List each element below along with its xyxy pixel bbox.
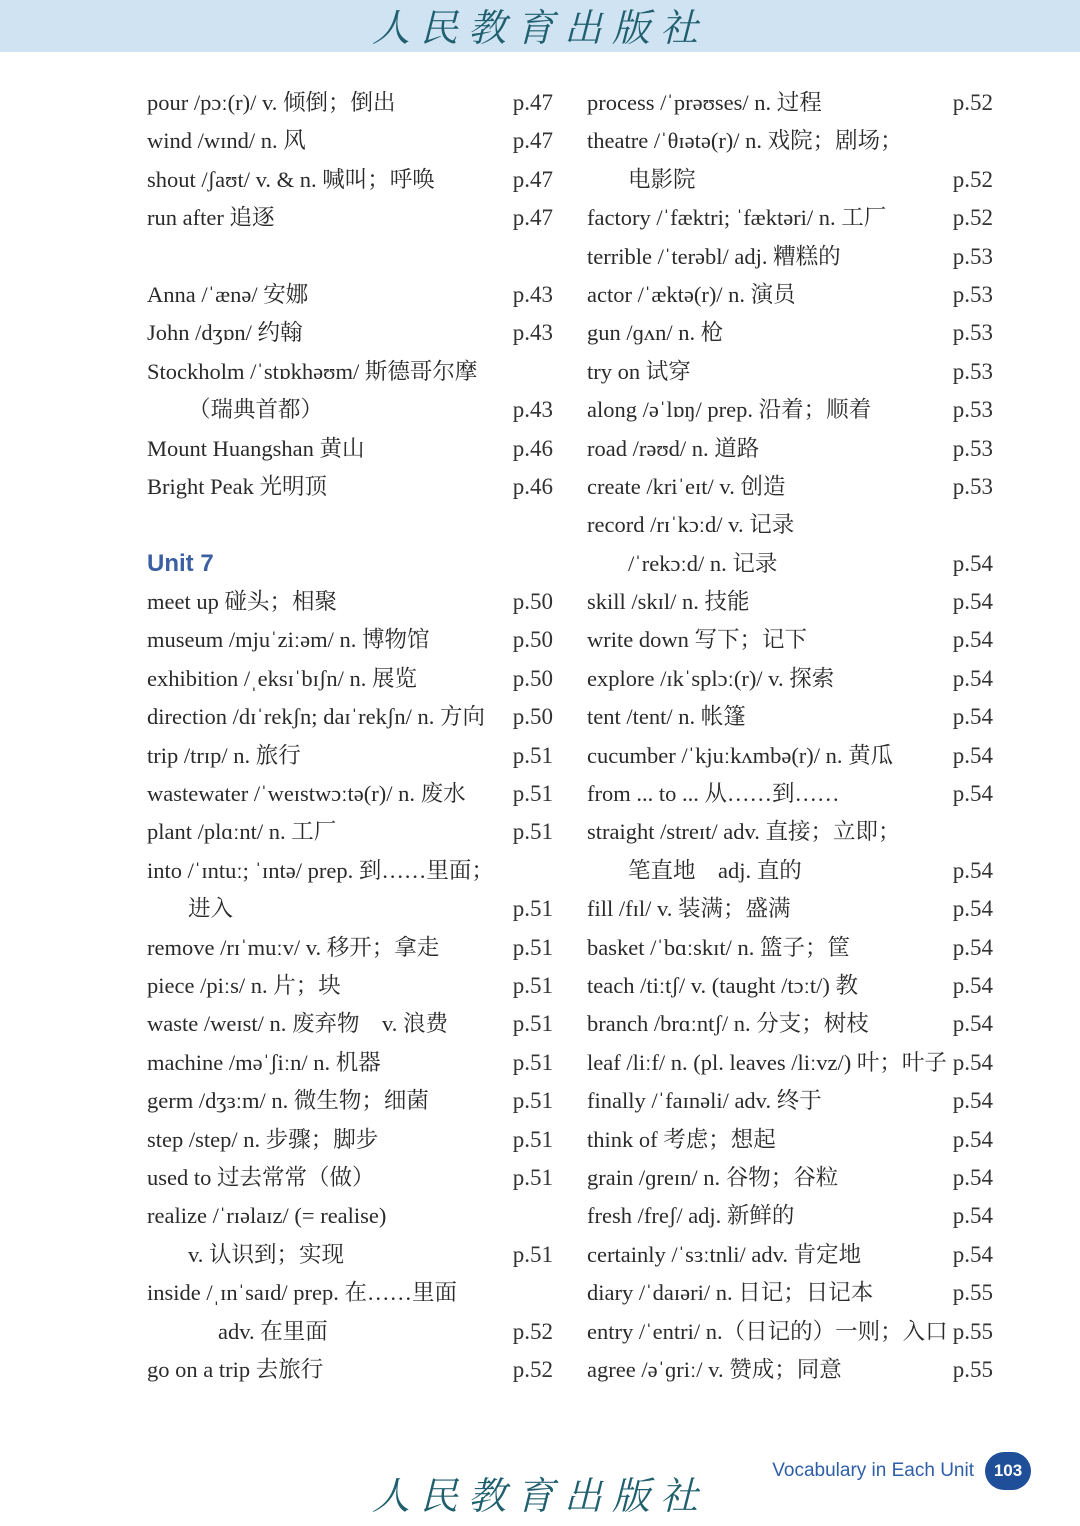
entry-page-ref: p.51 xyxy=(512,1049,553,1075)
vocabulary-entry xyxy=(587,737,993,775)
entry-page-ref: p.54 xyxy=(952,896,993,922)
vocabulary-entry xyxy=(587,583,993,621)
entry-page-ref: p.51 xyxy=(512,896,553,922)
vocabulary-entry xyxy=(147,967,553,1005)
footer-section-title: Vocabulary in Each Unit xyxy=(772,1460,974,1481)
entry-text: pour /pɔː(r)/ v. 倾倒；倒出 xyxy=(147,90,396,115)
entry-page-ref: p.51 xyxy=(512,1126,553,1152)
entry-page-ref: p.54 xyxy=(952,1088,993,1114)
entry-text: wastewater /ˈweɪstwɔːtə(r)/ n. 废水 xyxy=(147,781,466,807)
publisher-logo-top: 人民教育出版社 xyxy=(371,6,708,50)
vocabulary-entry xyxy=(587,1121,993,1159)
unit-heading xyxy=(147,545,553,583)
entry-text: branch /brɑːntʃ/ n. 分支；树枝 xyxy=(587,1011,869,1037)
vocabulary-entry xyxy=(587,1197,993,1235)
vocabulary-entry xyxy=(147,698,553,736)
vocabulary-entry xyxy=(587,929,993,967)
entry-text: fresh /freʃ/ adj. 新鲜的 xyxy=(587,1203,795,1229)
entry-page-ref: p.52 xyxy=(952,166,993,192)
entry-page-ref: p.43 xyxy=(512,397,553,423)
entry-text: basket /ˈbɑːskɪt/ n. 篮子；筐 xyxy=(587,934,851,960)
entry-page-ref: p.51 xyxy=(512,742,553,768)
entry-text: used to 过去常常（做） xyxy=(147,1164,375,1190)
entry-text: run after 追逐 xyxy=(147,205,275,231)
vocabulary-entry xyxy=(147,1044,553,1082)
entry-page-ref: p.53 xyxy=(952,397,993,423)
entry-text: piece /piːs/ n. 片；块 xyxy=(147,972,341,998)
entry-text: theatre /ˈθɪətə(r)/ n. 戏院；剧场； xyxy=(587,128,903,154)
vocabulary-entry xyxy=(587,813,993,851)
entry-text: certainly /ˈsɜːtnli/ adv. 肯定地 xyxy=(587,1241,862,1267)
vocabulary-column-left xyxy=(147,84,553,1389)
entry-text: （瑞典首都） xyxy=(188,397,324,423)
entry-text: fill /fɪl/ v. 装满；盛满 xyxy=(587,896,791,922)
entry-page-ref: p.51 xyxy=(512,934,553,960)
entry-page-ref: p.43 xyxy=(512,281,553,307)
entry-page-ref: p.51 xyxy=(512,972,553,998)
entry-page-ref: p.53 xyxy=(952,358,993,384)
vocabulary-entry xyxy=(147,1121,553,1159)
entry-text: wind /wɪnd/ n. 风 xyxy=(147,128,306,154)
entry-text: terrible /ˈterəbl/ adj. 糟糕的 xyxy=(587,243,841,269)
entry-text: into /ˈɪntuː; ˈɪntə/ prep. 到……里面； xyxy=(147,857,494,883)
vocabulary-entry xyxy=(587,1044,993,1082)
vocabulary-entry xyxy=(587,890,993,928)
vocabulary-entry xyxy=(587,353,993,391)
entry-text: exhibition /ˌeksɪˈbɪʃn/ n. 展览 xyxy=(147,665,417,691)
entry-page-ref: p.54 xyxy=(952,1049,993,1075)
entry-text: along /əˈlɒŋ/ prep. 沿着；顺着 xyxy=(587,397,872,423)
entry-text: 电影院 xyxy=(628,166,696,192)
vocabulary-entry xyxy=(147,660,553,698)
vocabulary-entry xyxy=(587,199,993,237)
vocabulary-entry xyxy=(147,1313,553,1351)
vocabulary-entry xyxy=(587,391,993,429)
entry-page-ref: p.47 xyxy=(512,205,553,231)
publisher-logo-bottom: 人民教育出版社 xyxy=(371,1474,708,1518)
entry-page-ref: p.43 xyxy=(512,320,553,346)
entry-page-ref: p.51 xyxy=(512,1011,553,1037)
vocabulary-entry xyxy=(147,890,553,928)
vocabulary-entry xyxy=(587,775,993,813)
vocabulary-entry xyxy=(147,1236,553,1274)
entry-page-ref: p.50 xyxy=(512,589,553,615)
entry-text: realize /ˈrɪəlaɪz/ (= realise) xyxy=(147,1203,387,1229)
vocabulary-entry xyxy=(587,314,993,352)
vocabulary-column-right xyxy=(587,84,993,1389)
vocabulary-entry xyxy=(147,929,553,967)
entry-text: 笔直地 adj. 直的 xyxy=(628,857,802,883)
entry-text: Mount Huangshan 黄山 xyxy=(147,435,365,461)
spacer xyxy=(147,238,553,276)
vocabulary-entry xyxy=(587,1082,993,1120)
vocabulary-entry xyxy=(587,468,993,506)
entry-text: from ... to ... 从……到…… xyxy=(587,781,840,807)
vocabulary-entry xyxy=(587,430,993,468)
entry-text: 进入 xyxy=(188,896,234,922)
entry-text: leaf /liːf/ n. (pl. leaves /liːvz/) 叶；叶子 xyxy=(587,1049,947,1075)
entry-page-ref: p.51 xyxy=(512,1088,553,1114)
entry-page-ref: p.53 xyxy=(952,320,993,346)
entry-page-ref: p.50 xyxy=(512,704,553,730)
entry-text: germ /dʒɜːm/ n. 微生物；细菌 xyxy=(147,1088,429,1114)
entry-text: plant /plɑːnt/ n. 工厂 xyxy=(147,819,337,845)
entry-text: cucumber /ˈkjuːkʌmbə(r)/ n. 黄瓜 xyxy=(587,742,894,768)
entry-text: meet up 碰头；相聚 xyxy=(147,589,337,615)
entry-text: create /kriˈeɪt/ v. 创造 xyxy=(587,473,786,499)
vocabulary-entry xyxy=(147,621,553,659)
entry-text: Anna /ˈænə/ 安娜 xyxy=(147,281,309,307)
vocabulary-entry xyxy=(587,1159,993,1197)
vocabulary-entry xyxy=(587,967,993,1005)
entry-page-ref: p.51 xyxy=(512,1241,553,1267)
entry-text: inside /ˌɪnˈsaɪd/ prep. 在……里面 xyxy=(147,1280,457,1306)
page-number-badge: 103 xyxy=(985,1452,1031,1490)
entry-page-ref: p.54 xyxy=(952,1203,993,1229)
entry-page-ref: p.54 xyxy=(952,1164,993,1190)
entry-page-ref: p.55 xyxy=(952,1318,993,1344)
entry-page-ref: p.54 xyxy=(952,934,993,960)
entry-page-ref: p.54 xyxy=(952,1241,993,1267)
entry-text: John /dʒɒn/ 约翰 xyxy=(147,320,303,346)
entry-text: agree /əˈɡriː/ v. 赞成；同意 xyxy=(587,1356,842,1382)
vocabulary-entry xyxy=(147,813,553,851)
entry-page-ref: p.55 xyxy=(952,1356,993,1382)
entry-text: diary /ˈdaɪəri/ n. 日记；日记本 xyxy=(587,1280,874,1306)
entry-page-ref: p.51 xyxy=(512,819,553,845)
entry-page-ref: p.54 xyxy=(952,589,993,615)
vocabulary-entry xyxy=(147,391,553,429)
entry-text: museum /mjuˈziːəm/ n. 博物馆 xyxy=(147,627,430,653)
vocabulary-entry xyxy=(587,84,993,122)
vocabulary-entry xyxy=(147,122,553,160)
vocabulary-entry xyxy=(587,1005,993,1043)
vocabulary-entry xyxy=(147,468,553,506)
vocabulary-entry xyxy=(147,1274,553,1312)
vocabulary-entry xyxy=(147,430,553,468)
vocabulary-entry xyxy=(587,238,993,276)
vocabulary-entry xyxy=(587,122,993,160)
vocabulary-entry xyxy=(147,314,553,352)
entry-page-ref: p.54 xyxy=(952,1011,993,1037)
entry-text: direction /dɪˈrekʃn; daɪˈrekʃn/ n. 方向 xyxy=(147,704,486,730)
entry-page-ref: p.51 xyxy=(512,781,553,807)
entry-page-ref: p.47 xyxy=(512,90,553,115)
spacer xyxy=(147,506,553,544)
entry-page-ref: p.53 xyxy=(952,243,993,269)
vocabulary-entry xyxy=(147,1082,553,1120)
vocabulary-entry xyxy=(587,852,993,890)
vocabulary-entry xyxy=(147,1197,553,1235)
entry-text: straight /streɪt/ adv. 直接；立即； xyxy=(587,819,901,845)
entry-text: write down 写下；记下 xyxy=(587,627,807,653)
entry-page-ref: p.52 xyxy=(512,1356,553,1382)
entry-text: record /rɪˈkɔːd/ v. 记录 xyxy=(587,512,795,538)
vocabulary-entry xyxy=(587,506,993,544)
entry-text: factory /ˈfæktri; ˈfæktəri/ n. 工厂 xyxy=(587,205,887,231)
unit-heading-text: Unit 7 xyxy=(147,549,214,577)
entry-text: remove /rɪˈmuːv/ v. 移开；拿走 xyxy=(147,934,440,960)
entry-text: step /step/ n. 步骤；脚步 xyxy=(147,1126,379,1152)
entry-page-ref: p.51 xyxy=(512,1164,553,1190)
vocabulary-entry xyxy=(587,1313,993,1351)
entry-text: road /rəʊd/ n. 道路 xyxy=(587,435,760,461)
entry-text: actor /ˈæktə(r)/ n. 演员 xyxy=(587,281,796,307)
entry-page-ref: p.53 xyxy=(952,435,993,461)
entry-page-ref: p.54 xyxy=(952,627,993,653)
entry-text: entry /ˈentri/ n.（日记的）一则；入口 xyxy=(587,1318,948,1344)
vocabulary-entry xyxy=(587,660,993,698)
vocabulary-entry xyxy=(587,1236,993,1274)
entry-text: Bright Peak 光明顶 xyxy=(147,473,327,499)
vocabulary-entry xyxy=(147,1351,553,1389)
vocabulary-entry xyxy=(147,852,553,890)
vocabulary-entry xyxy=(587,1351,993,1389)
entry-text: /ˈrekɔːd/ n. 记录 xyxy=(628,550,778,576)
vocabulary-entry xyxy=(147,737,553,775)
entry-text: Stockholm /ˈstɒkhəʊm/ 斯德哥尔摩 xyxy=(147,358,478,384)
entry-page-ref: p.54 xyxy=(952,704,993,730)
entry-page-ref: p.47 xyxy=(512,128,553,154)
entry-page-ref: p.54 xyxy=(952,972,993,998)
entry-page-ref: p.54 xyxy=(952,550,993,576)
entry-page-ref: p.47 xyxy=(512,166,553,192)
entry-text: shout /ʃaʊt/ v. & n. 喊叫；呼唤 xyxy=(147,166,435,192)
entry-page-ref: p.52 xyxy=(952,205,993,231)
entry-text: adv. 在里面 xyxy=(218,1318,328,1344)
entry-text: process /ˈprəʊses/ n. 过程 xyxy=(587,90,822,115)
vocabulary-entry xyxy=(147,84,553,122)
entry-page-ref: p.52 xyxy=(512,1318,553,1344)
entry-text: waste /weɪst/ n. 废弃物 v. 浪费 xyxy=(147,1011,449,1037)
vocabulary-entry xyxy=(147,775,553,813)
vocabulary-entry xyxy=(147,1159,553,1197)
entry-page-ref: p.50 xyxy=(512,627,553,653)
entry-text: grain /ɡreɪn/ n. 谷物；谷粒 xyxy=(587,1164,839,1190)
vocabulary-entry xyxy=(587,1274,993,1312)
entry-page-ref: p.50 xyxy=(512,665,553,691)
entry-text: think of 考虑；想起 xyxy=(587,1126,776,1152)
vocabulary-entry xyxy=(147,583,553,621)
vocabulary-entry xyxy=(587,545,993,583)
vocabulary-entry xyxy=(587,161,993,199)
entry-text: teach /tiːtʃ/ v. (taught /tɔːt/) 教 xyxy=(587,972,858,998)
entry-page-ref: p.55 xyxy=(952,1280,993,1306)
vocabulary-entry xyxy=(587,276,993,314)
entry-page-ref: p.53 xyxy=(952,281,993,307)
vocabulary-entry xyxy=(147,276,553,314)
entry-text: v. 认识到；实现 xyxy=(188,1241,345,1267)
vocabulary-entry xyxy=(147,161,553,199)
entry-text: skill /skɪl/ n. 技能 xyxy=(587,589,750,615)
entry-text: go on a trip 去旅行 xyxy=(147,1356,324,1382)
entry-page-ref: p.54 xyxy=(952,781,993,807)
vocabulary-entry xyxy=(587,621,993,659)
entry-page-ref: p.52 xyxy=(952,90,993,115)
entry-page-ref: p.54 xyxy=(952,1126,993,1152)
entry-text: finally /ˈfaɪnəli/ adv. 终于 xyxy=(587,1088,822,1114)
vocabulary-entry xyxy=(147,199,553,237)
entry-text: machine /məˈʃiːn/ n. 机器 xyxy=(147,1049,381,1075)
entry-text: tent /tent/ n. 帐篷 xyxy=(587,704,746,730)
entry-page-ref: p.46 xyxy=(512,435,553,461)
entry-page-ref: p.46 xyxy=(512,473,553,499)
entry-page-ref: p.54 xyxy=(952,665,993,691)
entry-page-ref: p.54 xyxy=(952,742,993,768)
vocabulary-entry xyxy=(147,1005,553,1043)
entry-page-ref: p.53 xyxy=(952,473,993,499)
entry-page-ref: p.54 xyxy=(952,857,993,883)
entry-text: explore /ɪkˈsplɔː(r)/ v. 探索 xyxy=(587,665,835,691)
vocabulary-entry xyxy=(147,353,553,391)
entry-text: gun /ɡʌn/ n. 枪 xyxy=(587,320,724,346)
entry-text: trip /trɪp/ n. 旅行 xyxy=(147,742,301,768)
vocabulary-entry xyxy=(587,698,993,736)
entry-text: try on 试穿 xyxy=(587,358,691,384)
